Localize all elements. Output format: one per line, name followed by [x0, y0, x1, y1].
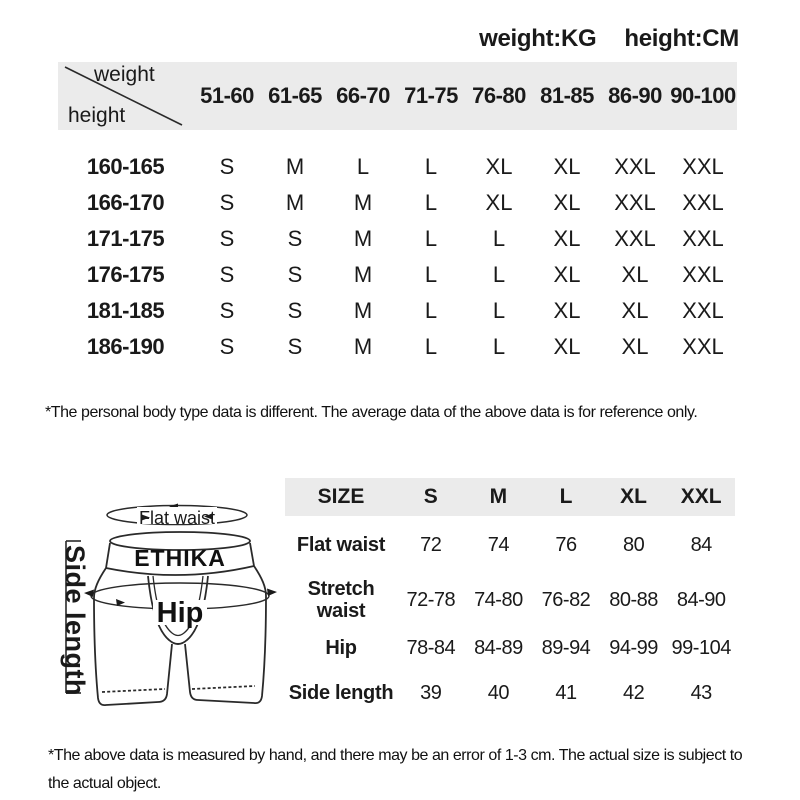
size-cell: L [424, 226, 438, 251]
size-cell: L [492, 298, 506, 323]
measure-value-cell: 99-104 [671, 636, 731, 659]
measure-column-header: XXL [680, 485, 722, 508]
weight-range-header: 81-85 [540, 83, 594, 108]
size-table-corner-cell [58, 62, 193, 130]
measure-table-header-row [285, 478, 735, 516]
measure-value-cell: 42 [622, 681, 645, 704]
measure-row-label: Side length [288, 682, 394, 704]
measure-column-header: S [423, 485, 438, 508]
measure-value-cell: 40 [487, 681, 510, 704]
measure-value-cell: 84-90 [676, 588, 726, 611]
leg-stitch-hems [102, 686, 255, 692]
size-cell: M [353, 298, 373, 323]
weight-range-header: 66-70 [336, 83, 390, 108]
hip-arrow-left [116, 599, 125, 606]
measure-value-cell: 41 [555, 681, 577, 704]
weight-range-header: 51-60 [200, 83, 254, 108]
size-cell: S [287, 334, 303, 359]
size-cell: XL [553, 262, 581, 287]
units-legend [479, 25, 739, 53]
size-cell: S [219, 262, 235, 287]
size-cell: XXL [614, 226, 656, 251]
size-cell: L [424, 262, 438, 287]
size-cell: XXL [682, 154, 724, 179]
size-cell: M [353, 334, 373, 359]
measure-value-cell: 89-94 [541, 636, 591, 659]
size-cell: XXL [614, 154, 656, 179]
measure-value-cell: 80 [622, 533, 645, 556]
measure-value-cell: 74 [487, 533, 510, 556]
size-cell: XL [485, 190, 513, 215]
measure-row-label: Flat waist [296, 534, 386, 556]
brand-label: ETHIKA [134, 545, 226, 571]
size-cell: S [287, 226, 303, 251]
size-cell: L [424, 154, 438, 179]
corner-weight-label: weight [94, 63, 155, 86]
size-cell: S [219, 226, 235, 251]
size-cell: XXL [614, 190, 656, 215]
weight-range-header: 90-100 [670, 83, 736, 108]
height-range-label: 176-175 [86, 262, 165, 287]
size-cell: M [353, 262, 373, 287]
size-cell: XL [553, 226, 581, 251]
size-cell: XL [553, 334, 581, 359]
weight-range-header: 76-80 [472, 83, 526, 108]
measure-value-cell: 72-78 [406, 588, 456, 611]
size-table-footnote: *The personal body type data is different. The average data of the above data is for reference only. [45, 404, 698, 421]
measure-column-header: M [489, 485, 508, 508]
size-cell: S [287, 298, 303, 323]
weight-range-header: 61-65 [268, 83, 322, 108]
size-cell: XXL [682, 262, 724, 287]
measure-value-cell: 84-89 [474, 636, 523, 659]
measure-column-header: L [559, 485, 573, 508]
measure-table-body [285, 516, 735, 716]
size-cell: L [492, 334, 506, 359]
size-cell: XL [553, 190, 581, 215]
size-cell: XL [621, 334, 649, 359]
size-cell: XL [553, 154, 581, 179]
size-cell: M [285, 190, 305, 215]
measure-column-header: SIZE [317, 485, 365, 508]
size-cell: M [353, 190, 373, 215]
size-cell: S [219, 154, 235, 179]
size-cell: L [424, 334, 438, 359]
size-cell: L [492, 262, 506, 287]
measure-value-cell: 84 [690, 533, 712, 556]
side-length-label: Side length [60, 545, 90, 697]
measure-value-cell: 39 [420, 681, 442, 704]
height-range-label: 166-170 [86, 190, 165, 215]
size-cell: S [219, 190, 235, 215]
measure-value-cell: 43 [690, 681, 712, 704]
size-cell: XXL [682, 226, 724, 251]
weight-range-header: 86-90 [608, 83, 662, 108]
size-cell: M [285, 154, 305, 179]
size-cell: XL [621, 298, 649, 323]
measure-value-cell: 72 [420, 533, 442, 556]
size-cell: XXL [682, 334, 724, 359]
height-range-label: 171-175 [86, 226, 165, 251]
weight-range-header: 71-75 [404, 83, 458, 108]
size-cell: L [492, 226, 506, 251]
size-cell: XXL [682, 190, 724, 215]
size-cell: S [219, 298, 235, 323]
size-cell: L [356, 154, 370, 179]
height-range-label: 181-185 [86, 298, 165, 323]
size-cell: L [424, 298, 438, 323]
height-range-label: 160-165 [86, 154, 165, 179]
measure-column-header: XL [620, 485, 648, 508]
weight-unit-label: weight:KG [479, 25, 597, 52]
hip-arrow-right-end [267, 589, 277, 597]
measure-value-cell: 78-84 [406, 636, 456, 659]
measure-value-cell: 76 [555, 533, 577, 556]
measure-value-cell: 80-88 [609, 588, 658, 611]
size-cell: XXL [682, 298, 724, 323]
size-cell: XL [553, 298, 581, 323]
size-table-header-row [58, 62, 737, 130]
size-cell: XL [621, 262, 649, 287]
height-unit-label: height:CM [624, 25, 739, 52]
size-cell: L [424, 190, 438, 215]
size-cell: XL [485, 154, 513, 179]
measure-value-cell: 74-80 [474, 588, 523, 611]
measure-table-footnote: *The above data is measured by hand, and there may be an error of 1-3 cm. The actual size is subject to the actual object. [48, 747, 743, 792]
height-range-label: 186-190 [86, 334, 165, 359]
size-cell: M [353, 226, 373, 251]
size-table-body [58, 149, 737, 365]
flat-waist-label: Flat waist [138, 508, 216, 528]
size-cell: S [287, 262, 303, 287]
hip-label: Hip [156, 597, 204, 629]
corner-height-label: height [68, 104, 126, 127]
measure-row-label: Hip [325, 637, 357, 659]
measure-row-label: Stretch waist [307, 578, 375, 622]
measure-value-cell: 76-82 [541, 588, 591, 611]
size-cell: S [219, 334, 235, 359]
measure-value-cell: 94-99 [609, 636, 658, 659]
